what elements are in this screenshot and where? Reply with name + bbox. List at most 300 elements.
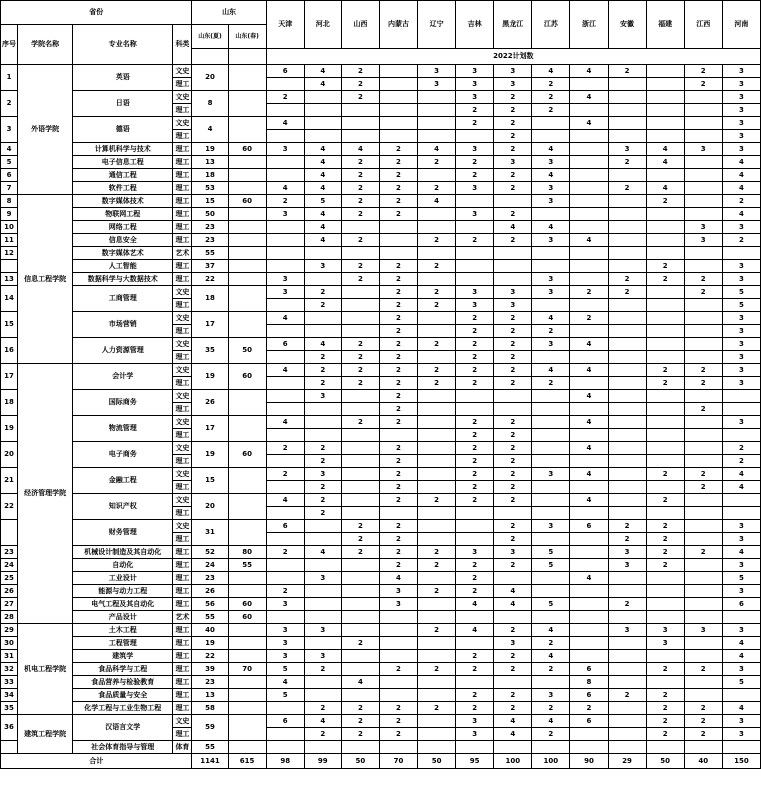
plan-cell: 3 xyxy=(722,78,760,91)
plan-cell xyxy=(304,559,341,572)
subject-cell: 文史 xyxy=(173,312,192,325)
plan-cell xyxy=(684,416,722,429)
shandong-summer-cell: 55 xyxy=(192,247,228,260)
plan-cell xyxy=(570,637,608,650)
plan-cell xyxy=(646,325,684,338)
plan-cell: 8 xyxy=(570,676,608,689)
plan-cell: 3 xyxy=(722,559,760,572)
plan-cell: 2 xyxy=(341,377,379,390)
plan-cell: 4 xyxy=(570,468,608,481)
major-name: 自动化 xyxy=(73,559,173,572)
plan-cell xyxy=(684,585,722,598)
plan-cell xyxy=(379,650,417,663)
plan-cell xyxy=(266,78,304,91)
shandong-spring-cell xyxy=(228,416,266,442)
plan-cell: 3 xyxy=(722,260,760,273)
plan-cell: 2 xyxy=(684,286,722,299)
plan-cell: 3 xyxy=(494,78,532,91)
plan-cell: 4 xyxy=(722,481,760,494)
plan-cell xyxy=(608,130,646,143)
plan-cell xyxy=(532,494,570,507)
province-name: 吉林 xyxy=(456,1,494,49)
plan-cell xyxy=(418,390,456,403)
shandong-spring-cell: 60 xyxy=(228,442,266,468)
plan-cell: 3 xyxy=(494,546,532,559)
plan-cell: 3 xyxy=(722,91,760,104)
plan-cell: 6 xyxy=(570,520,608,533)
plan-cell: 2 xyxy=(570,286,608,299)
plan-cell xyxy=(266,533,304,546)
plan-cell xyxy=(266,481,304,494)
plan-cell xyxy=(608,221,646,234)
plan-cell: 3 xyxy=(532,468,570,481)
subject-cell: 艺术 xyxy=(173,247,192,260)
seq-cell: 3 xyxy=(1,117,18,143)
major-name: 软件工程 xyxy=(73,182,173,195)
plan-cell: 2 xyxy=(379,403,417,416)
table-row xyxy=(1,442,761,455)
plan-cell: 4 xyxy=(532,650,570,663)
plan-cell: 2 xyxy=(608,520,646,533)
plan-cell xyxy=(304,611,341,624)
plan-cell: 2 xyxy=(379,156,417,169)
plan-cell xyxy=(570,208,608,221)
subject-cell: 理工 xyxy=(173,351,192,364)
plan-cell xyxy=(266,403,304,416)
shandong-spring-cell: 60 xyxy=(228,598,266,611)
plan-cell: 2 xyxy=(456,325,494,338)
plan-cell xyxy=(341,390,379,403)
plan-cell: 2 xyxy=(608,689,646,702)
shandong-spring-cell xyxy=(228,260,266,273)
plan-cell xyxy=(379,221,417,234)
plan-cell: 2 xyxy=(456,572,494,585)
plan-cell: 2 xyxy=(494,312,532,325)
seq-cell: 19 xyxy=(1,416,18,442)
plan-cell xyxy=(341,689,379,702)
plan-cell: 2 xyxy=(684,663,722,676)
plan-cell xyxy=(304,689,341,702)
plan-cell xyxy=(418,442,456,455)
plan-cell xyxy=(418,611,456,624)
plan-cell xyxy=(608,247,646,260)
shandong-spring-cell xyxy=(228,312,266,338)
plan-cell: 2 xyxy=(304,481,341,494)
plan-cell xyxy=(532,208,570,221)
seq-cell: 14 xyxy=(1,286,18,312)
plan-cell xyxy=(570,195,608,208)
plan-cell xyxy=(304,520,341,533)
plan-cell: 4 xyxy=(646,143,684,156)
plan-cell: 2 xyxy=(494,364,532,377)
major-name: 通信工程 xyxy=(73,169,173,182)
seq-cell: 15 xyxy=(1,312,18,338)
plan-cell: 2 xyxy=(494,650,532,663)
shandong-spring-cell: 60 xyxy=(228,364,266,390)
plan-cell xyxy=(418,572,456,585)
major-name: 机械设计制造及其自动化 xyxy=(73,546,173,559)
plan-cell: 2 xyxy=(494,169,532,182)
plan-cell xyxy=(266,130,304,143)
seq-cell: 22 xyxy=(1,494,18,520)
subject-cell: 文史 xyxy=(173,416,192,429)
plan-cell: 4 xyxy=(304,156,341,169)
plan-cell: 3 xyxy=(722,104,760,117)
plan-cell: 2 xyxy=(304,507,341,520)
table-row xyxy=(1,598,761,611)
plan-cell xyxy=(494,676,532,689)
plan-cell xyxy=(304,676,341,689)
plan-cell xyxy=(570,429,608,442)
table-row xyxy=(1,260,761,273)
subject-cell: 体育 xyxy=(173,741,192,754)
plan-cell xyxy=(608,481,646,494)
plan-cell xyxy=(341,611,379,624)
plan-cell xyxy=(532,351,570,364)
shandong-spring-cell: 60 xyxy=(228,143,266,156)
plan-cell xyxy=(379,507,417,520)
plan-cell xyxy=(646,429,684,442)
plan-cell xyxy=(418,468,456,481)
plan-cell xyxy=(456,741,494,754)
plan-cell xyxy=(341,741,379,754)
province-name: 内蒙古 xyxy=(379,1,417,49)
shandong-summer-cell: 55 xyxy=(192,741,228,754)
plan-cell xyxy=(379,247,417,260)
plan-cell: 2 xyxy=(494,455,532,468)
plan-cell xyxy=(684,533,722,546)
total-cell: 100 xyxy=(494,754,532,769)
plan-cell: 3 xyxy=(304,572,341,585)
plan-cell xyxy=(722,611,760,624)
seq-cell: 9 xyxy=(1,208,18,221)
plan-cell xyxy=(608,351,646,364)
shandong-summer-cell: 40 xyxy=(192,624,228,637)
plan-cell: 2 xyxy=(684,78,722,91)
plan-cell: 6 xyxy=(570,689,608,702)
plan-cell xyxy=(570,221,608,234)
plan-cell: 2 xyxy=(684,364,722,377)
plan-cell: 2 xyxy=(646,715,684,728)
plan-cell: 2 xyxy=(341,546,379,559)
plan-cell: 2 xyxy=(646,377,684,390)
plan-cell: 4 xyxy=(266,416,304,429)
subject-cell: 理工 xyxy=(173,403,192,416)
shandong-header: 山东 xyxy=(192,1,266,25)
plan-cell: 2 xyxy=(418,377,456,390)
plan-cell: 4 xyxy=(722,637,760,650)
plan-cell: 2 xyxy=(304,299,341,312)
seq-cell: 12 xyxy=(1,247,18,260)
plan-cell: 3 xyxy=(722,416,760,429)
seq-cell: 27 xyxy=(1,598,18,611)
subject-cell: 理工 xyxy=(173,273,192,286)
plan-cell: 2 xyxy=(341,78,379,91)
table-row xyxy=(1,741,761,754)
plan-cell xyxy=(608,299,646,312)
plan-cell xyxy=(570,507,608,520)
plan-cell: 2 xyxy=(646,195,684,208)
subject-cell: 理工 xyxy=(173,559,192,572)
plan-cell: 2 xyxy=(379,208,417,221)
shandong-summer-cell: 20 xyxy=(192,494,228,520)
plan-cell xyxy=(608,208,646,221)
shandong-summer-cell: 52 xyxy=(192,546,228,559)
plan-cell xyxy=(646,481,684,494)
plan-cell: 2 xyxy=(494,624,532,637)
subject-cell: 理工 xyxy=(173,533,192,546)
subject-cell: 理工 xyxy=(173,624,192,637)
plan-cell: 4 xyxy=(304,182,341,195)
plan-cell xyxy=(341,598,379,611)
plan-cell xyxy=(722,390,760,403)
plan-cell xyxy=(608,663,646,676)
seq-cell: 28 xyxy=(1,611,18,624)
plan-cell: 2 xyxy=(418,494,456,507)
plan-cell: 2 xyxy=(494,234,532,247)
plan-cell xyxy=(418,520,456,533)
plan-cell: 4 xyxy=(570,416,608,429)
plan-cell xyxy=(646,312,684,325)
major-name: 计算机科学与技术 xyxy=(73,143,173,156)
plan-cell: 2 xyxy=(341,637,379,650)
plan-cell: 2 xyxy=(646,364,684,377)
plan-cell: 3 xyxy=(266,624,304,637)
plan-cell xyxy=(646,741,684,754)
plan-cell: 2 xyxy=(456,169,494,182)
plan-cell xyxy=(608,325,646,338)
table-row xyxy=(1,286,761,299)
plan-cell xyxy=(608,91,646,104)
province-name: 江西 xyxy=(684,1,722,49)
plan-cell xyxy=(722,507,760,520)
plan-cell: 4 xyxy=(722,169,760,182)
plan-cell xyxy=(684,494,722,507)
plan-cell xyxy=(341,494,379,507)
plan-cell: 2 xyxy=(456,364,494,377)
subject-cell: 理工 xyxy=(173,728,192,741)
plan-cell: 3 xyxy=(722,585,760,598)
plan-cell: 3 xyxy=(266,208,304,221)
table-row xyxy=(1,338,761,351)
plan-cell: 2 xyxy=(532,702,570,715)
plan-cell: 3 xyxy=(418,65,456,78)
table-row xyxy=(1,312,761,325)
plan-cell: 3 xyxy=(379,598,417,611)
plan-cell: 2 xyxy=(304,364,341,377)
table-row xyxy=(1,247,761,260)
plan-cell: 4 xyxy=(304,208,341,221)
plan-cell: 2 xyxy=(418,546,456,559)
plan-cell: 4 xyxy=(341,676,379,689)
plan-cell xyxy=(341,650,379,663)
plan-cell: 6 xyxy=(570,715,608,728)
plan-cell: 2 xyxy=(456,351,494,364)
table-row xyxy=(1,91,761,104)
plan-cell: 4 xyxy=(304,338,341,351)
plan-cell xyxy=(608,234,646,247)
subject-cell: 文史 xyxy=(173,286,192,299)
plan-cell: 2 xyxy=(341,156,379,169)
major-name: 电子商务 xyxy=(73,442,173,468)
seq-cell: 33 xyxy=(1,676,18,689)
plan-cell xyxy=(304,273,341,286)
plan-cell xyxy=(684,741,722,754)
shandong-spring-cell xyxy=(228,65,266,91)
plan-cell xyxy=(266,611,304,624)
plan-cell: 5 xyxy=(722,299,760,312)
plan-cell: 2 xyxy=(456,494,494,507)
plan-cell xyxy=(418,507,456,520)
shandong-summer-cell: 56 xyxy=(192,598,228,611)
plan-cell xyxy=(570,728,608,741)
seq-cell: 20 xyxy=(1,442,18,468)
shandong-summer-cell: 22 xyxy=(192,273,228,286)
plan-cell xyxy=(266,702,304,715)
plan-cell xyxy=(532,741,570,754)
plan-cell xyxy=(494,507,532,520)
plan-cell xyxy=(418,689,456,702)
plan-cell: 3 xyxy=(266,650,304,663)
plan-cell xyxy=(684,338,722,351)
plan-cell xyxy=(532,455,570,468)
plan-cell xyxy=(646,598,684,611)
plan-cell: 4 xyxy=(494,728,532,741)
plan-cell: 6 xyxy=(266,65,304,78)
plan-cell xyxy=(304,403,341,416)
shandong-spring-cell xyxy=(228,390,266,416)
shandong-spring-cell xyxy=(228,520,266,546)
table-row xyxy=(1,559,761,572)
plan-cell xyxy=(684,572,722,585)
plan-cell: 3 xyxy=(722,377,760,390)
province-name: 山西 xyxy=(341,1,379,49)
plan-cell: 4 xyxy=(532,169,570,182)
plan-cell: 2 xyxy=(684,377,722,390)
plan-cell: 3 xyxy=(608,624,646,637)
subject-cell: 理工 xyxy=(173,143,192,156)
plan-cell xyxy=(570,156,608,169)
plan-cell: 2 xyxy=(379,559,417,572)
plan-cell xyxy=(608,390,646,403)
subject-cell: 理工 xyxy=(173,104,192,117)
shandong-spring-cell xyxy=(228,689,266,702)
plan-cell: 3 xyxy=(494,637,532,650)
plan-cell: 3 xyxy=(532,286,570,299)
plan-cell: 2 xyxy=(341,533,379,546)
plan-cell: 2 xyxy=(266,195,304,208)
subject-cell: 理工 xyxy=(173,650,192,663)
plan-cell: 3 xyxy=(494,286,532,299)
subject-cell: 文史 xyxy=(173,117,192,130)
subject-cell: 理工 xyxy=(173,429,192,442)
plan-cell xyxy=(608,676,646,689)
table-row xyxy=(1,689,761,702)
plan-cell xyxy=(266,455,304,468)
plan-cell: 6 xyxy=(266,715,304,728)
plan-cell: 2 xyxy=(494,494,532,507)
plan-cell xyxy=(341,455,379,468)
plan-cell: 3 xyxy=(722,325,760,338)
plan-cell: 3 xyxy=(494,156,532,169)
plan-cell: 2 xyxy=(532,104,570,117)
plan-cell: 2 xyxy=(379,702,417,715)
seq-cell xyxy=(1,741,18,754)
subject-cell: 理工 xyxy=(173,78,192,91)
plan-cell xyxy=(684,507,722,520)
plan-cell xyxy=(722,247,760,260)
plan-cell: 2 xyxy=(379,273,417,286)
plan-cell: 2 xyxy=(418,260,456,273)
plan-cell: 2 xyxy=(722,455,760,468)
subject-cell: 理工 xyxy=(173,702,192,715)
plan-cell: 2 xyxy=(379,533,417,546)
plan-cell: 2 xyxy=(379,546,417,559)
table-row xyxy=(1,676,761,689)
plan-cell xyxy=(684,442,722,455)
subject-cell: 理工 xyxy=(173,689,192,702)
plan-cell xyxy=(532,481,570,494)
plan-cell xyxy=(684,156,722,169)
plan-cell: 2 xyxy=(494,520,532,533)
plan-cell xyxy=(418,351,456,364)
plan-cell xyxy=(646,208,684,221)
plan-cell: 2 xyxy=(379,195,417,208)
plan-cell xyxy=(379,611,417,624)
plan-cell: 3 xyxy=(722,533,760,546)
plan-cell xyxy=(570,169,608,182)
province-name: 黑龙江 xyxy=(494,1,532,49)
plan-cell: 2 xyxy=(456,429,494,442)
plan-cell: 4 xyxy=(456,624,494,637)
plan-cell: 2 xyxy=(341,338,379,351)
plan-cell xyxy=(456,637,494,650)
plan-cell: 4 xyxy=(722,468,760,481)
plan-cell xyxy=(608,507,646,520)
plan-cell xyxy=(646,78,684,91)
subject-cell: 理工 xyxy=(173,234,192,247)
plan-cell: 5 xyxy=(722,676,760,689)
plan-cell: 4 xyxy=(266,364,304,377)
plan-cell xyxy=(608,702,646,715)
plan-cell: 3 xyxy=(722,65,760,78)
plan-cell: 2 xyxy=(341,182,379,195)
shandong-spring-cell xyxy=(228,208,266,221)
plan-cell xyxy=(608,715,646,728)
plan-cell: 4 xyxy=(646,182,684,195)
plan-cell xyxy=(456,273,494,286)
plan-cell xyxy=(608,117,646,130)
plan-cell xyxy=(608,650,646,663)
plan-cell xyxy=(341,312,379,325)
plan-cell: 4 xyxy=(570,364,608,377)
plan-cell xyxy=(379,429,417,442)
plan-cell xyxy=(418,598,456,611)
plan-cell: 2 xyxy=(722,442,760,455)
plan-cell xyxy=(266,104,304,117)
subject-cell: 理工 xyxy=(173,260,192,273)
plan-cell: 2 xyxy=(379,390,417,403)
plan-cell: 2 xyxy=(266,585,304,598)
shandong-spring-cell: 80 xyxy=(228,546,266,559)
shandong-spring-cell xyxy=(228,494,266,520)
plan-cell xyxy=(418,247,456,260)
plan-cell: 2 xyxy=(494,559,532,572)
college-name: 信息工程学院 xyxy=(18,195,73,364)
plan-cell: 2 xyxy=(494,468,532,481)
plan-cell xyxy=(266,728,304,741)
plan-cell xyxy=(266,299,304,312)
